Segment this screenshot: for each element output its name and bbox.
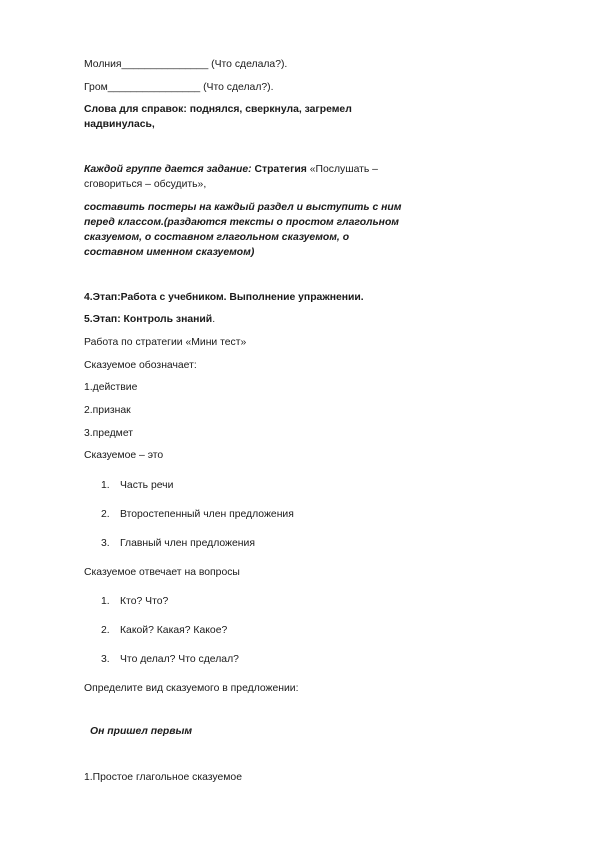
answer-option-1: 1.Простое глагольное сказуемое [84,772,242,783]
q1-option-b: 2.признак [84,405,131,416]
list-item: Второстепенный член предложения [120,509,294,520]
list-item: Кто? Что? [120,596,169,607]
strategy-label: Стратегия [251,164,307,175]
stage5-heading [84,314,215,325]
list-item-number: 2. [101,509,110,520]
task-heading: Каждой группе дается задание: [84,164,252,175]
question-2: Сказуемое – это [84,450,164,461]
strategy-text: «Послушать – сговориться – обсудить», [84,164,378,190]
stage5-label: 5.Этап: Контроль знаний [84,314,213,325]
list-item: Часть речи [120,480,174,491]
q1-option-c: 3.предмет [84,428,134,439]
list-item: Какой? Какая? Какое? [120,625,228,636]
list-item: Что делал? Что сделал? [120,654,239,665]
example-sentence: Он пришел первым [90,726,193,737]
list-item-number: 3. [101,538,110,549]
question-1: Сказуемое обозначает: [84,360,197,371]
question-4: Определите вид сказуемого в предложении: [84,683,299,694]
reference-words: Слова для справок: поднялся, сверкнула, загремел надвинулась, [84,104,352,130]
stage4-heading: 4.Этап:Работа с учебником. Выполнение упражнении. [84,292,364,303]
list-item-number: 1. [101,596,110,607]
task-paragraph [84,162,404,192]
list-item-number: 3. [101,654,110,665]
thunder-line: Гром________________ (Что сделал?). [84,82,274,93]
q1-option-a: 1.действие [84,382,138,393]
posters-paragraph: составить постеры на каждый раздел и выступить с ним перед классом.(раздаются тексты о простом глагольном сказуемом, о составном глагольном сказуемом, о составном именном сказуемом) [84,202,402,258]
list-item-number: 2. [101,625,110,636]
list-item: Главный член предложения [120,538,255,549]
stage5-dot: . [212,314,216,325]
list-item-number: 1. [101,480,110,491]
lightning-line: Молния_______________ (Что сделала?). [84,59,288,70]
question-3: Сказуемое отвечает на вопросы [84,567,240,578]
mini-test-line: Работа по стратегии «Мини тест» [84,337,247,348]
